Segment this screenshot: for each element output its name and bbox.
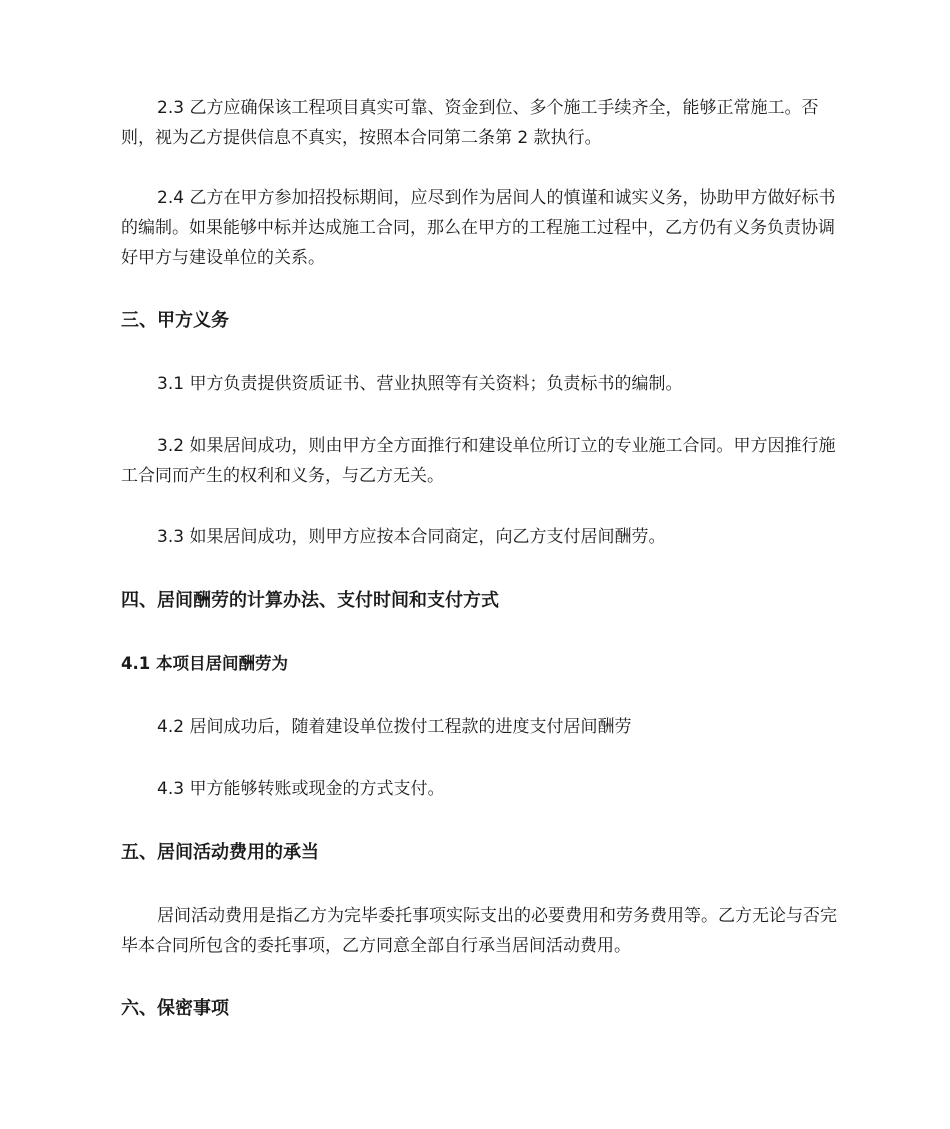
section-4-title: 四、居间酬劳的计算办法、支付时间和支付方式 <box>121 590 499 611</box>
clause-4-1-title: 4.1 本项目居间酬劳为 <box>121 654 288 673</box>
section-4-heading <box>121 586 846 616</box>
clause-4-1 <box>121 649 846 679</box>
clause-3-3-text: 3.3 如果居间成功，则甲方应按本合同商定，向乙方支付居间酬劳。 <box>157 527 666 547</box>
section-3-heading <box>121 306 846 336</box>
section-6-heading <box>121 994 846 1024</box>
section-5-title: 五、居间活动费用的承当 <box>121 842 319 863</box>
section-5-heading <box>121 838 846 868</box>
clause-3-1 <box>121 369 846 399</box>
section-5-body <box>121 901 846 961</box>
clause-3-3 <box>121 522 846 552</box>
clause-2-4-text: 2.4 乙方在甲方参加招投标期间，应尽到作为居间人的慎谨和诚实义务，协助甲方做好标书的编制。如果能够中标并达成施工合同，那么在甲方的工程施工过程中，乙方仍有义务负责协调好甲方与建设单位的关系。 <box>121 188 836 268</box>
section-5-text: 居间活动费用是指乙方为完毕委托事项实际支出的必要费用和劳务费用等。乙方无论与否完毕本合同所包含的委托事项，乙方同意全部自行承当居间活动费用。 <box>121 906 837 956</box>
clause-2-4 <box>121 183 846 273</box>
clause-4-2 <box>121 712 846 742</box>
clause-2-3-text: 2.3 乙方应确保该工程项目真实可靠、资金到位、多个施工手续齐全，能够正常施工。否则，视为乙方提供信息不真实，按照本合同第二条第 2 款执行。 <box>121 98 819 148</box>
section-3-title: 三、甲方义务 <box>121 310 229 331</box>
clause-4-3-text: 4.3 甲方能够转账或现金的方式支付。 <box>157 779 445 799</box>
section-6-title: 六、保密事项 <box>121 998 229 1019</box>
clause-3-1-text: 3.1 甲方负责提供资质证书、营业执照等有关资料；负责标书的编制。 <box>157 374 683 394</box>
clause-3-2 <box>121 431 846 491</box>
clause-3-2-text: 3.2 如果居间成功，则由甲方全方面推行和建设单位所订立的专业施工合同。甲方因推行施工合同而产生的权利和义务，与乙方无关。 <box>121 436 836 486</box>
clause-2-3 <box>121 93 846 153</box>
clause-4-2-text: 4.2 居间成功后，随着建设单位拨付工程款的进度支付居间酬劳 <box>157 717 632 737</box>
clause-4-3 <box>121 774 846 804</box>
